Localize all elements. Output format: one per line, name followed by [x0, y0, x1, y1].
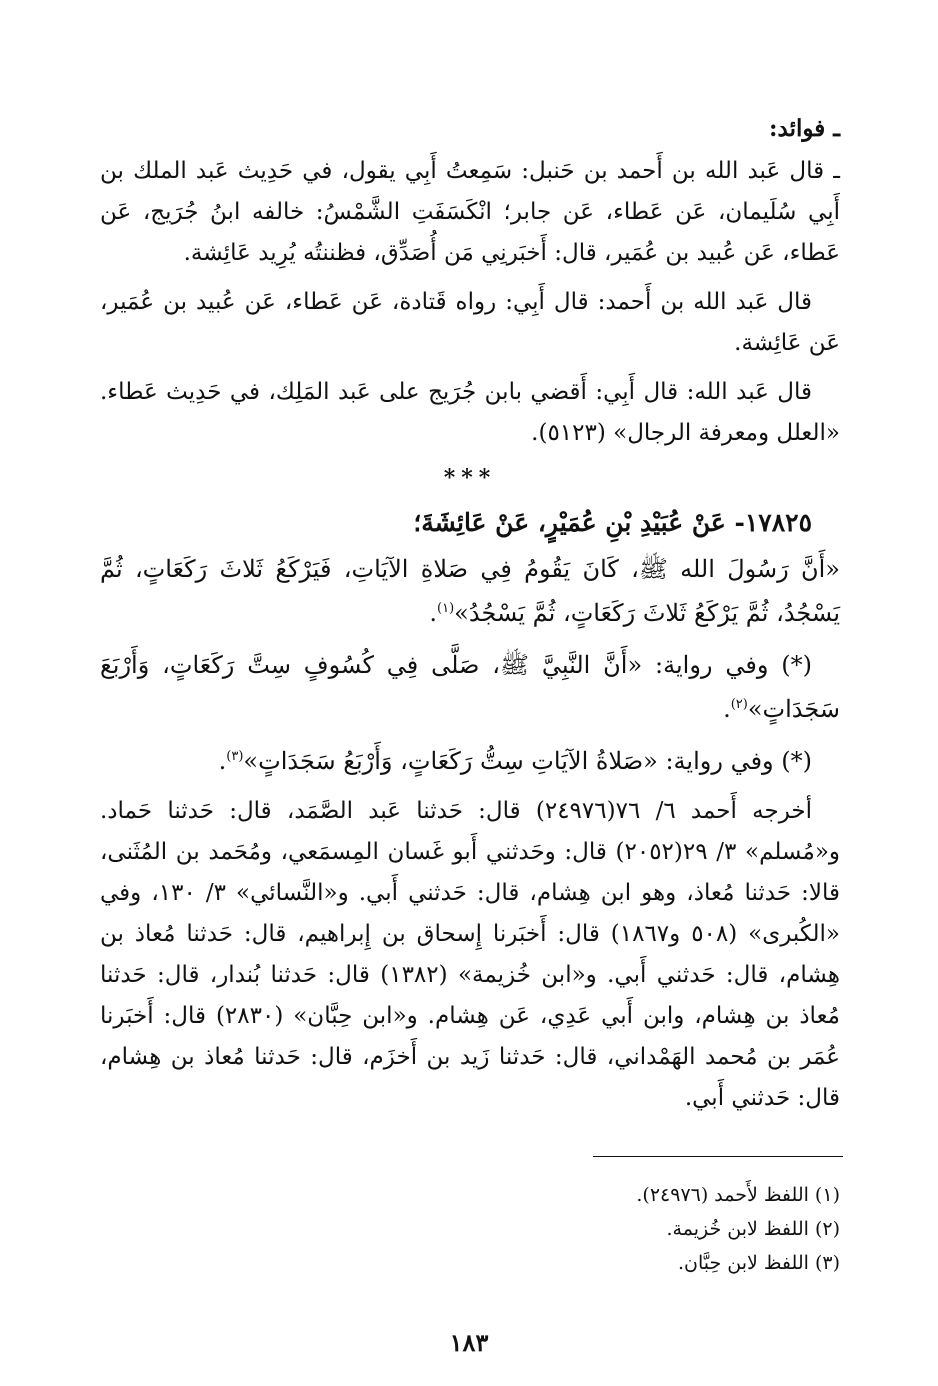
footnote-3: (٣) اللفظ لابن حِبَّان. — [677, 1252, 840, 1274]
hadith-number-line: ١٧٨٢٥- عَنْ عُبَيْدِ بْنِ عُمَيْرٍ، عَنْ عَائِشَةَ؛ — [413, 508, 812, 537]
hadith-matn: «أَنَّ رَسُولَ الله ﷺ، كَانَ يَقُومُ فِي صَلاةِ الآيَاتِ، فَيَرْكَعُ ثَلاثَ رَكَعَاتٍ، ثُمَّ يَسْجُدُ، ثُمَّ يَرْكَعُ ثَلاثَ رَكَعَاتٍ، ثُمَّ يَسْجُدُ»$^{(١)}$. — [100, 555, 840, 627]
footnote-ref-3: (٣) — [226, 749, 244, 764]
section-separator: *** — [443, 465, 497, 491]
footnotes — [520, 1178, 840, 1280]
footnote-divider — [593, 1156, 843, 1157]
page-body — [100, 108, 840, 1127]
paragraph-1: ـ قال عَبد الله بن أَحمد بن حَنبل: سَمِعتُ أَبِي يقول، في حَدِيث عَبد الملك بن أَبِي سُلَيمان، عَن عَطاء، عَن جابر؛ انْكَسَفَتِ الشَّمْسُ: خالفه ابنُ جُرَيج، عَن عَطاء، عَن عُبيد بن عُمَير، قال: أَخبَرنِي مَن أُصَدِّق، فظننتُه يُرِيد عَائِشة. — [100, 158, 840, 266]
riwaya-2-text: (*) وفي رواية: «صَلاةُ الآيَاتِ سِتُّ رَكَعَاتٍ، وَأَرْبَعُ سَجَدَاتٍ» — [243, 747, 812, 775]
riwaya-2: (*) وفي رواية: «صَلاةُ الآيَاتِ سِتُّ رَكَعَاتٍ، وَأَرْبَعُ سَجَدَاتٍ»$^{(٣)}$. — [218, 747, 812, 775]
paragraph-2: قال عَبد الله بن أَحمد: قال أَبِي: رواه قَتادة، عَن عَطاء، عَن عُبيد بن عُمَير، عَن عَائِشة. — [100, 289, 840, 356]
riwaya-1: (*) وفي رواية: «أَنَّ النَّبِيَّ ﷺ، صَلَّى فِي كُسُوفٍ سِتَّ رَكَعَاتٍ، وَأَرْبَعَ سَجَدَاتٍ»$^{(٢)}$. — [100, 651, 840, 723]
riwaya-1-text: (*) وفي رواية: «أَنَّ النَّبِيَّ ﷺ، صَلَّى فِي كُسُوفٍ سِتَّ رَكَعَاتٍ، وَأَرْبَعَ سَجَدَاتٍ» — [100, 651, 840, 723]
footnote-ref-1: (١) — [437, 601, 455, 616]
footnote-ref-2: (٢) — [730, 697, 748, 712]
footnote-2: (٢) اللفظ لابن خُزيمة. — [666, 1218, 840, 1240]
page-number: ١٨٣ — [449, 1328, 489, 1357]
section-heading: ـ فوائد: — [769, 115, 840, 142]
hadith-matn-text: «أَنَّ رَسُولَ الله ﷺ، كَانَ يَقُومُ فِي صَلاةِ الآيَاتِ، فَيَرْكَعُ ثَلاثَ رَكَعَاتٍ، ثُمَّ يَسْجُدُ، ثُمَّ يَرْكَعُ ثَلاثَ رَكَعَاتٍ، ثُمَّ يَسْجُدُ» — [100, 555, 840, 627]
footnote-1: (١) اللفظ لأَحمد (٢٤٩٧٦). — [636, 1184, 840, 1206]
takhrij-paragraph: أخرجه أَحمد ٦/ ٧٦(٢٤٩٧٦) قال: حَدثنا عَبد الصَّمَد، قال: حَدثنا حَماد. و«مُسلم» ٣/ ٢٩(٢٠٥٢) قال: وحَدثني أَبو غَسان المِسمَعي، ومُحَمد بن المُثَنى، قالا: حَدثنا مُعاذ، وهو ابن هِشام، قال: حَدثني أَبي. و«النَّسائي» ٣/ ١٣٠، وفي «الكُبرى» (٥٠٨ و١٨٦٧) قال: أَخبَرنا إِسحاق بن إِبراهيم، قال: حَدثنا مُعاذ بن هِشام، قال: حَدثني أَبي. و«ابن خُزيمة» (١٣٨٢) قال: حَدثنا بُندار، قال: حَدثنا مُعاذ بن هِشام، وابن أَبي عَدِي، عَن هِشام. و«ابن حِبَّان» (٢٨٣٠) قال: أَخبَرنا عُمَر بن مُحمد الهَمْداني، قال: حَدثنا زَيد بن أَخزَم، قال: حَدثنا مُعاذ بن هِشام، قال: حَدثني أَبي. — [100, 798, 841, 1111]
paragraph-3: قال عَبد الله: قال أَبِي: أَقضي بابن جُرَيج على عَبد المَلِك، في حَدِيث عَطاء. «العلل ومعرفة الرجال» (٥١٢٣). — [100, 379, 840, 446]
